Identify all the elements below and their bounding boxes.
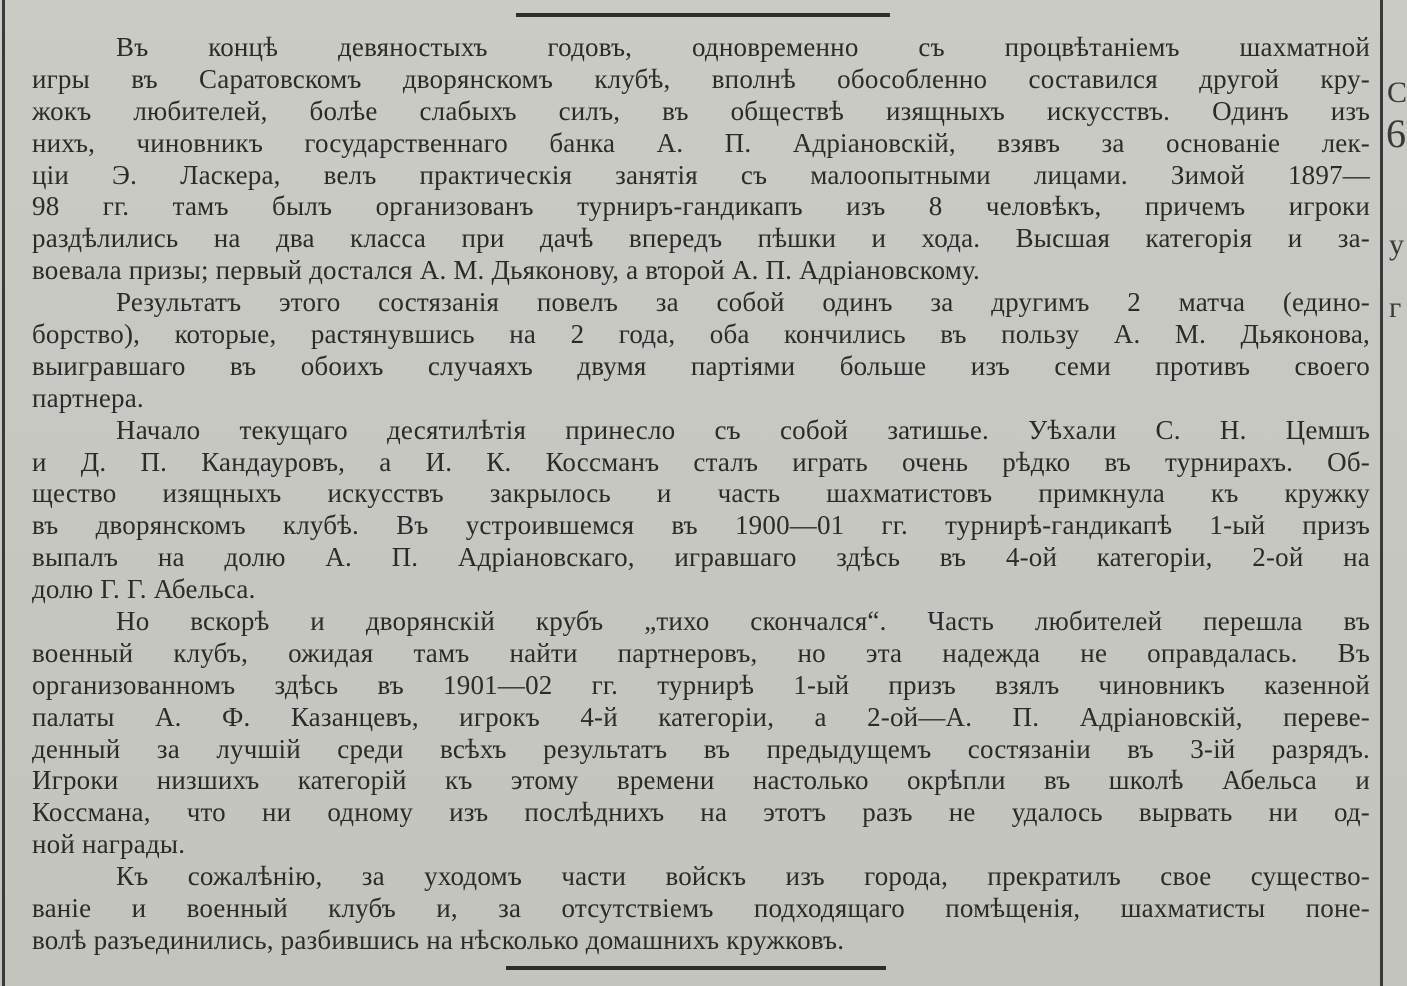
text-line: палаты А. Ф. Казанцевъ, игрокъ 4-й категоріи, а 2-ой—А. П. Адріановскій, переве- xyxy=(32,701,1370,732)
text-line: волѣ разъединились, разбившись на нѣсколько домашнихъ кружковъ. xyxy=(32,924,845,955)
column-border-left xyxy=(2,0,5,986)
text-line: Коссмана, что ни одному изъ послѣднихъ на этотъ разъ не удалось вырвать ни од- xyxy=(32,797,1370,828)
text-line: выигравшаго въ обоихъ случаяхъ двумя партіями больше изъ семи противъ своего xyxy=(32,350,1370,381)
text-line: военный клубъ, ожидая тамъ найти партнеровъ, но эта надежда не оправдалась. Въ xyxy=(32,637,1370,668)
paragraph xyxy=(32,32,1370,287)
text-line: Начало текущаго десятилѣтія принесло съ собой затишье. Уѣхали С. Н. Цемшъ xyxy=(116,414,1370,445)
paragraph xyxy=(32,287,1370,415)
text-line: воевала призы; первый достался А. М. Дьяконову, а второй А. П. Адріановскому. xyxy=(32,255,980,286)
paragraph xyxy=(32,415,1370,606)
text-line: денный за лучшій среди всѣхъ результатъ въ предыдущемъ состязаніи въ 3-ій разрядъ. xyxy=(32,733,1370,764)
edge-glyph: у xyxy=(1389,228,1404,261)
text-line: въ дворянскомъ клубѣ. Въ устроившемся въ 1900—01 гг. турнирѣ-гандикапѣ 1-ый призъ xyxy=(32,510,1370,541)
text-line: раздѣлились на два класса при дачѣ впередъ пѣшки и хода. Высшая категорія и за- xyxy=(32,223,1370,254)
paragraph xyxy=(32,606,1370,861)
text-line: Но вскорѣ и дворянскій крубъ „тихо скончался“. Часть любителей перешла въ xyxy=(116,606,1370,637)
text-line: ціи Э. Ласкера, велъ практическія занятія съ малоопытными лицами. Зимой 1897— xyxy=(32,159,1370,190)
bottom-separator-rule xyxy=(506,966,886,970)
text-line: нихъ, чиновникъ государственнаго банка А. П. Адріановскій, взявъ за основаніе лек- xyxy=(32,127,1370,158)
edge-glyph: г xyxy=(1389,291,1402,324)
text-line: организованномъ здѣсь въ 1901—02 гг. турнирѣ 1-ый призъ взялъ чиновникъ казенной xyxy=(32,669,1370,700)
text-line: 98 гг. тамъ былъ организованъ турниръ-гандикапъ изъ 8 человѣкъ, причемъ игроки xyxy=(32,191,1370,222)
text-line: борство), которые, растянувшись на 2 года, оба кончились въ пользу А. М. Дьяконова, xyxy=(32,319,1370,350)
top-separator-rule xyxy=(516,13,890,17)
paragraph xyxy=(32,861,1370,957)
edge-glyph: 6 xyxy=(1386,111,1406,156)
edge-glyph: С xyxy=(1387,76,1407,109)
text-line: ваніе и военный клубъ и, за отсутствіемъ подходящаго помѣщенія, шахматисты поне- xyxy=(32,893,1370,924)
text-line: Въ концѣ девяностыхъ годовъ, одновременно съ процвѣтаніемъ шахматной xyxy=(116,32,1370,62)
text-line: Игроки низшихъ категорій къ этому времени настолько окрѣпли въ школѣ Абельса и xyxy=(32,765,1370,796)
text-line: щество изящныхъ искусствъ закрылось и часть шахматистовъ примкнула къ кружку xyxy=(32,478,1370,509)
text-line: Результатъ этого состязанія повелъ за собой одинъ за другимъ 2 матча (едино- xyxy=(116,287,1370,318)
column-border-right xyxy=(1380,0,1383,986)
article-text xyxy=(32,32,1370,957)
text-line: долю Г. Г. Абельса. xyxy=(32,574,256,605)
text-line: игры въ Саратовскомъ дворянскомъ клубѣ, вполнѣ обособленно составился другой кру- xyxy=(32,63,1370,94)
text-line: ной награды. xyxy=(32,829,186,860)
text-line: выпалъ на долю А. П. Адріановскаго, игравшаго здѣсь въ 4-ой категоріи, 2-ой на xyxy=(32,542,1370,573)
text-line: Къ сожалѣнію, за уходомъ части войскъ изъ города, прекратилъ свое существо- xyxy=(116,861,1370,892)
text-line: жокъ любителей, болѣе слабыхъ силъ, въ обществѣ изящныхъ искусствъ. Одинъ изъ xyxy=(32,95,1370,126)
text-line: и Д. П. Кандауровъ, а И. К. Коссманъ сталъ играть очень рѣдко въ турнирахъ. Об- xyxy=(32,446,1370,477)
text-line: партнера. xyxy=(32,382,144,413)
